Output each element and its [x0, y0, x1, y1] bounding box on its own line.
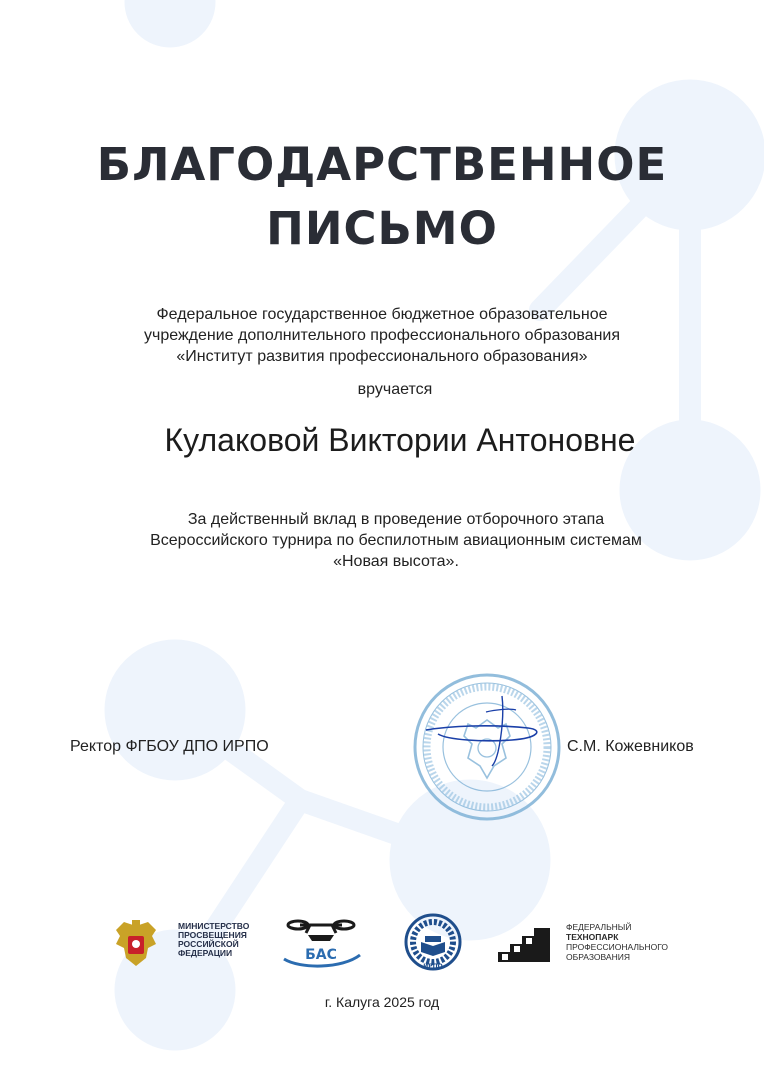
- ministry-line: РОССИЙСКОЙ: [178, 939, 239, 949]
- bas-logo-icon: [280, 915, 362, 971]
- signatory-title: Ректор ФГБОУ ДПО ИРПО: [70, 738, 269, 755]
- technopark-line: ПРОФЕССИОНАЛЬНОГО: [566, 942, 668, 952]
- award-reason: [0, 509, 764, 572]
- awarded-word: вручается: [357, 381, 433, 398]
- technopark-line: ТЕХНОПАРК: [566, 932, 619, 942]
- reason-line: Всероссийского турнира по беспилотным авиационным системам: [150, 532, 642, 549]
- technopark-line: ФЕДЕРАЛЬНЫЙ: [566, 922, 632, 932]
- signature: [420, 690, 550, 770]
- bas-label: БАС: [305, 947, 337, 963]
- organization-line: «Институт развития профессионального образования»: [176, 348, 588, 365]
- reason-line: «Новая высота».: [333, 553, 459, 570]
- reason-line: За действенный вклад в проведение отборочного этапа: [187, 511, 605, 528]
- signatory-name: С.М. Кожевников: [567, 738, 694, 755]
- technopark-label: [566, 922, 668, 962]
- irpo-logo-icon: [403, 912, 463, 972]
- irpo-label: ИРПО: [423, 963, 443, 970]
- title-line-2: ПИСЬМО: [266, 202, 498, 255]
- organization-name: [0, 304, 764, 367]
- ministry-line: ФЕДЕРАЦИИ: [178, 948, 233, 958]
- technopark-line: ОБРАЗОВАНИЯ: [566, 952, 630, 962]
- ministry-line: ПРОСВЕЩЕНИЯ: [178, 930, 247, 940]
- ministry-line: МИНИСТЕРСТВО: [178, 921, 250, 931]
- recipient-name: Кулаковой Виктории Антоновне: [164, 422, 636, 458]
- city-year: г. Калуга 2025 год: [324, 994, 440, 1010]
- organization-line: Федеральное государственное бюджетное образовательное: [156, 306, 608, 323]
- ministry-label: [178, 922, 249, 958]
- title-line-1: БЛАГОДАРСТВЕННОЕ: [96, 138, 668, 191]
- organization-line: учреждение дополнительного профессионального образования: [143, 327, 621, 344]
